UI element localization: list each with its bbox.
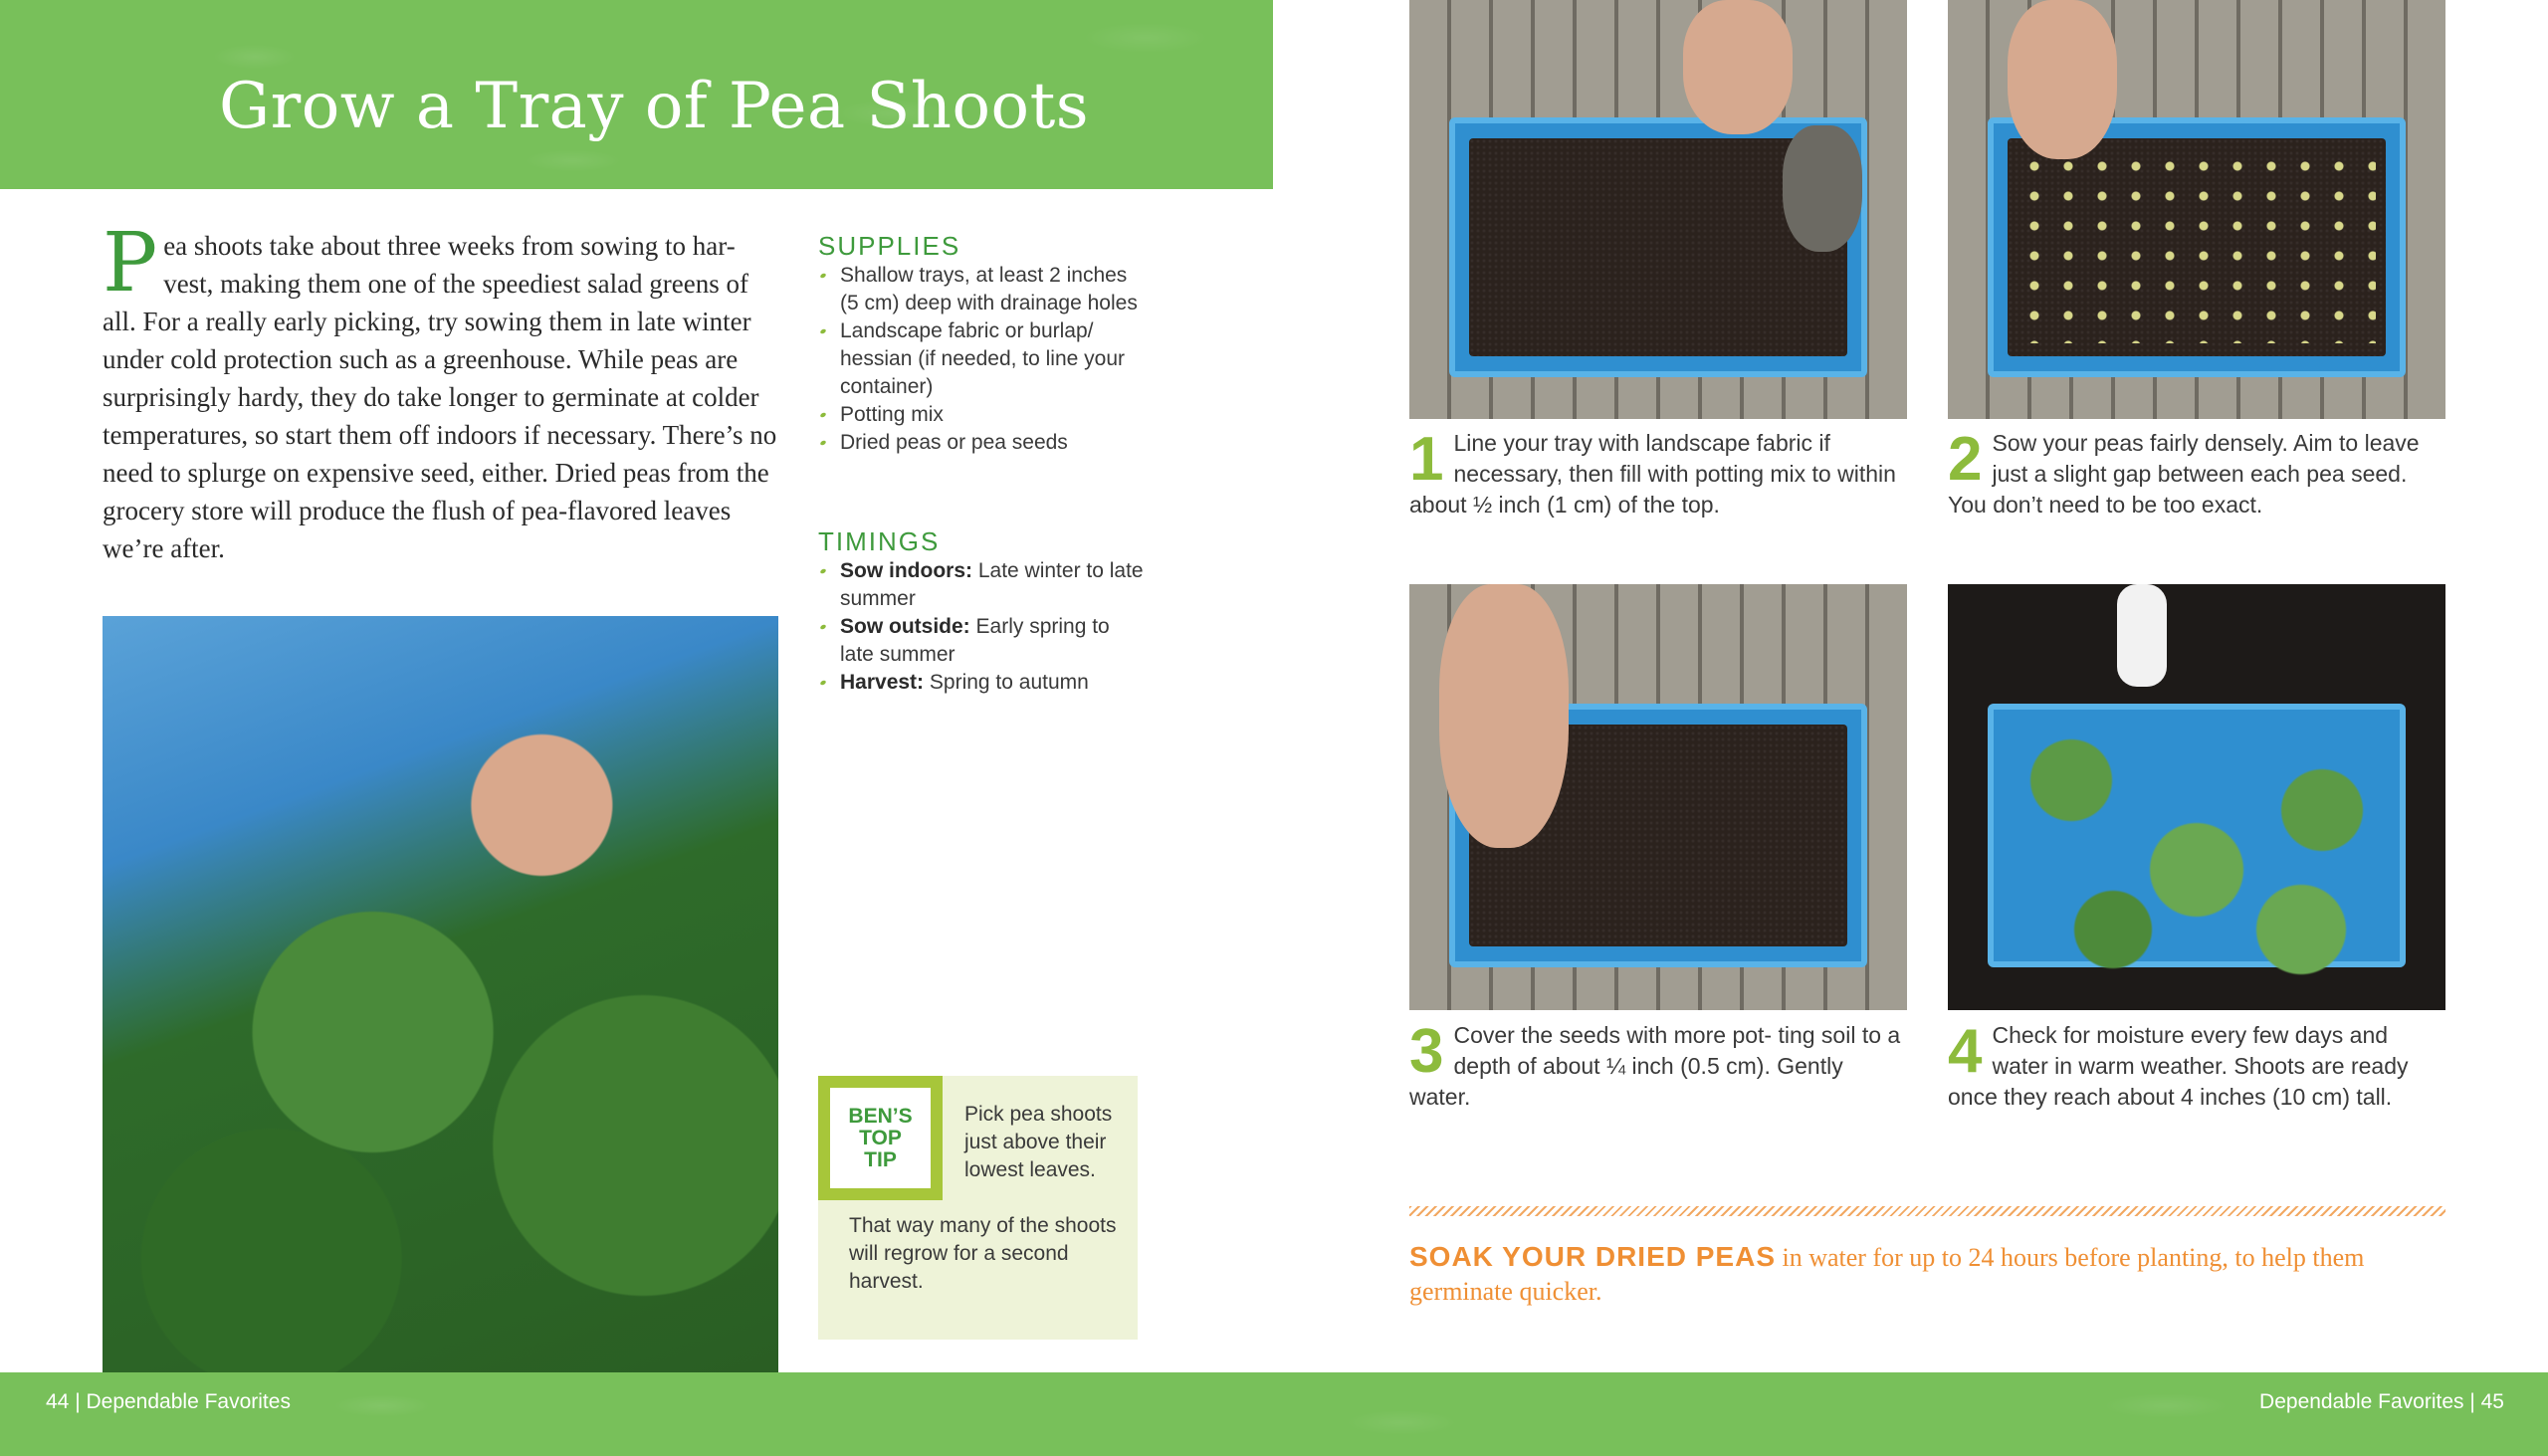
soak-note (1409, 1240, 2445, 1309)
step-3-photo (1409, 584, 1907, 1010)
hatched-divider (1409, 1206, 2445, 1216)
bullet-icon (819, 624, 826, 630)
bullet-icon (819, 680, 826, 686)
list-item: Harvest: Spring to autumn (818, 669, 1147, 697)
list-item: Sow outside: Early spring to late summer (818, 613, 1147, 669)
bullet-icon (819, 440, 826, 446)
supplies-list (818, 262, 1147, 457)
timings-heading: TIMINGS (818, 526, 941, 556)
bullet-icon (819, 568, 826, 574)
intro-text: ea shoots take about three weeks from sowing to har- vest, making them one of the speediest salad greens of all. For a really early picking, try sowing them in late winter under cold protection such as a greenhouse. While peas are surprisingly hardy, they do take longer to germinate at colder temperatures, so start them off indoors if necessary. There’s no need to splurge on expensive seed, either. Dried peas from the grocery store will produce the flush of pea-flavored leaves we’re after. (103, 231, 777, 563)
bullet-icon (819, 273, 826, 279)
bullet-icon (819, 328, 826, 334)
list-item: Shallow trays, at least 2 inches (5 cm) deep with drainage holes (818, 262, 1147, 317)
bullet-icon (819, 412, 826, 418)
list-item: Potting mix (818, 401, 1147, 429)
folio-left: 44 | Dependable Favorites (46, 1390, 291, 1413)
soak-note-text: in water for up to 24 hours before planting, to help them germinate quicker. (1409, 1243, 2365, 1306)
soak-note-lead: SOAK YOUR DRIED PEAS (1409, 1241, 1776, 1272)
step-3-caption: 3 Cover the seeds with more pot- ting soil to a depth of about ¼ inch (0.5 cm). Gently water. (1409, 1017, 1901, 1110)
top-tip-badge: BEN’S TOP TIP (818, 1076, 943, 1200)
supplies-heading: SUPPLIES (818, 231, 961, 261)
step-4-caption: 4 Check for moisture every few days and water in warm weather. Shoots are ready once they reach about 4 inches (10 cm) tall. (1948, 1017, 2409, 1110)
step-2-photo (1948, 0, 2445, 419)
tip-text-top: Pick pea shoots just above their lowest leaves. (964, 1103, 1113, 1181)
step-number: 4 (1948, 1017, 1983, 1086)
drop-cap: P (103, 216, 158, 311)
step-number: 1 (1409, 425, 1444, 494)
list-item: Sow indoors: Late winter to late summer (818, 557, 1147, 613)
step-number: 2 (1948, 425, 1983, 494)
step-1-photo (1409, 0, 1907, 419)
step-4-photo (1948, 584, 2445, 1010)
step-number: 3 (1409, 1017, 1444, 1086)
step-2-caption: 2 Sow your peas fairly densely. Aim to leave just a slight gap between each pea seed. You don’t need to be too exact. (1948, 425, 2420, 518)
folio-right: Dependable Favorites | 45 (2259, 1390, 2504, 1413)
list-item: Dried peas or pea seeds (818, 429, 1147, 457)
tip-text-bottom: That way many of the shoots will regrow for a second harvest. (849, 1214, 1117, 1293)
intro-paragraph (103, 216, 779, 567)
timings-list (818, 557, 1147, 697)
page-title: Grow a Tray of Pea Shoots (219, 70, 1090, 143)
footer-band (0, 1372, 2548, 1456)
step-1-caption: 1 Line your tray with landscape fabric if necessary, then fill with potting mix to within about ½ inch (1 cm) of the top. (1409, 425, 1896, 518)
list-item: Landscape fabric or burlap/ hessian (if needed, to line your container) (818, 317, 1147, 401)
pea-shoots-harvest-photo (103, 616, 778, 1372)
